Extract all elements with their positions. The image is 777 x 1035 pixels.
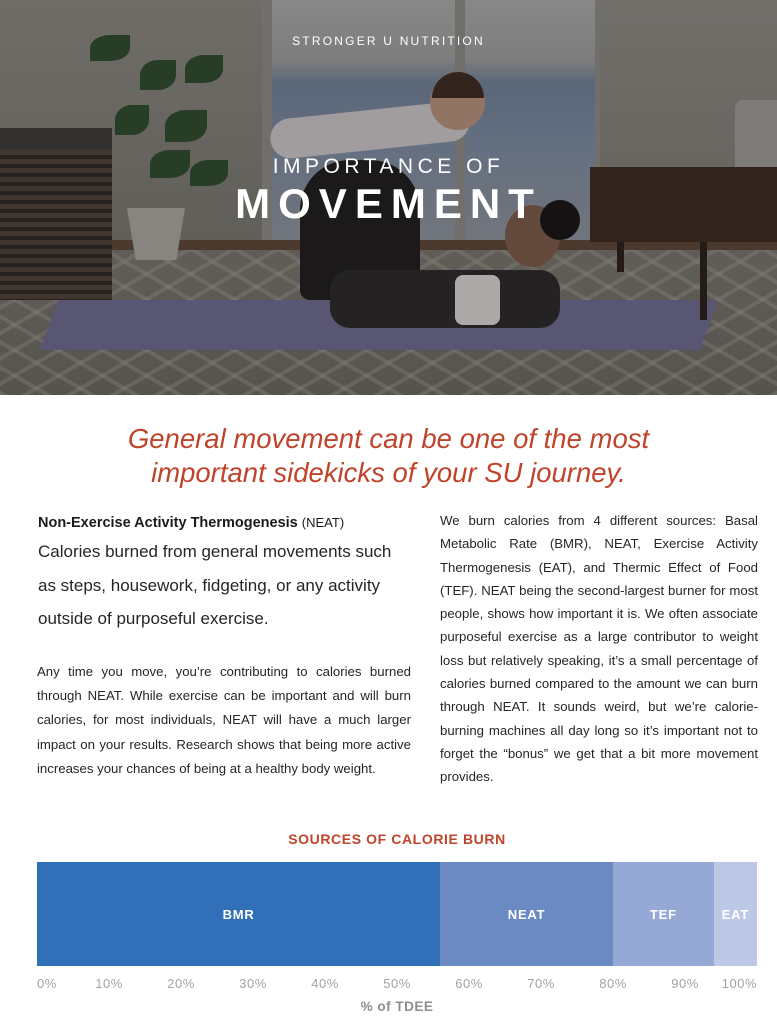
segment-label: BMR	[222, 906, 255, 922]
segment-label: TEF	[649, 906, 677, 922]
x-tick-label: 80%	[599, 976, 627, 991]
definition-term: Non-Exercise Activity Thermogenesis	[38, 515, 298, 531]
brand-name: STRONGER U NUTRITION	[292, 34, 485, 48]
bar-segment-tef	[613, 862, 714, 966]
chart-title: SOURCES OF CALORIE BURN	[288, 831, 506, 847]
neat-definition	[38, 512, 410, 636]
tagline-line-1: General movement can be one of the most	[127, 423, 650, 454]
x-axis-ticks	[0, 976, 777, 994]
definition-abbr: (NEAT)	[301, 515, 345, 530]
tagline-line-2: important sidekicks of your SU journey.	[151, 457, 626, 488]
bar-segment-eat	[714, 862, 757, 966]
definition-heading	[38, 512, 410, 534]
tagline	[0, 422, 777, 490]
x-tick-label: 30%	[239, 976, 267, 991]
stacked-bar-chart	[37, 862, 757, 966]
bar-segment-neat	[440, 862, 613, 966]
x-tick-label: 70%	[527, 976, 555, 991]
left-paragraph: Any time you move, you’re contributing to calories burned through NEAT. While exercise can be important and will burn calories, for most individuals, NEAT will have a much larger impact on your results. Research shows that being more active increases your chances of being at a healthy body weight.	[37, 664, 411, 776]
right-paragraph: We burn calories from 4 different sources: Basal Metabolic Rate (BMR), NEAT, Exercise Activity Thermogenesis (EAT), and Thermic Effect of Food (TEF). NEAT being the second-largest burner for most people, shows how important it is. We often associate purposeful exercise as a large contributor to weight loss but relatively speaking, it’s a small percentage of calories burned compared to the amount we can burn through NEAT. It sounds weird, but we’re calorie-burning machines all day long so it’s important not to forget the “bonus” we get that a bit more movement provides.	[440, 513, 758, 785]
x-tick-label: 10%	[95, 976, 123, 991]
x-tick-label: 90%	[671, 976, 699, 991]
x-tick-label: 60%	[455, 976, 483, 991]
title-kicker: IMPORTANCE OF	[272, 155, 505, 178]
page-title: MOVEMENT	[235, 180, 542, 227]
x-tick-label: 100%	[721, 976, 757, 991]
x-tick-label: 20%	[167, 976, 195, 991]
bar-segment-bmr	[37, 862, 440, 966]
x-tick-label: 0%	[37, 976, 57, 991]
x-tick-label: 50%	[383, 976, 411, 991]
segment-label: EAT	[721, 906, 750, 922]
definition-body: Calories burned from general movements such as steps, housework, fidgeting, or any activity outside of purposeful exercise.	[38, 542, 392, 628]
segment-label: NEAT	[507, 906, 546, 922]
x-axis-label: % of TDEE	[360, 999, 434, 1014]
hero-image	[0, 0, 777, 395]
x-tick-label: 40%	[311, 976, 339, 991]
